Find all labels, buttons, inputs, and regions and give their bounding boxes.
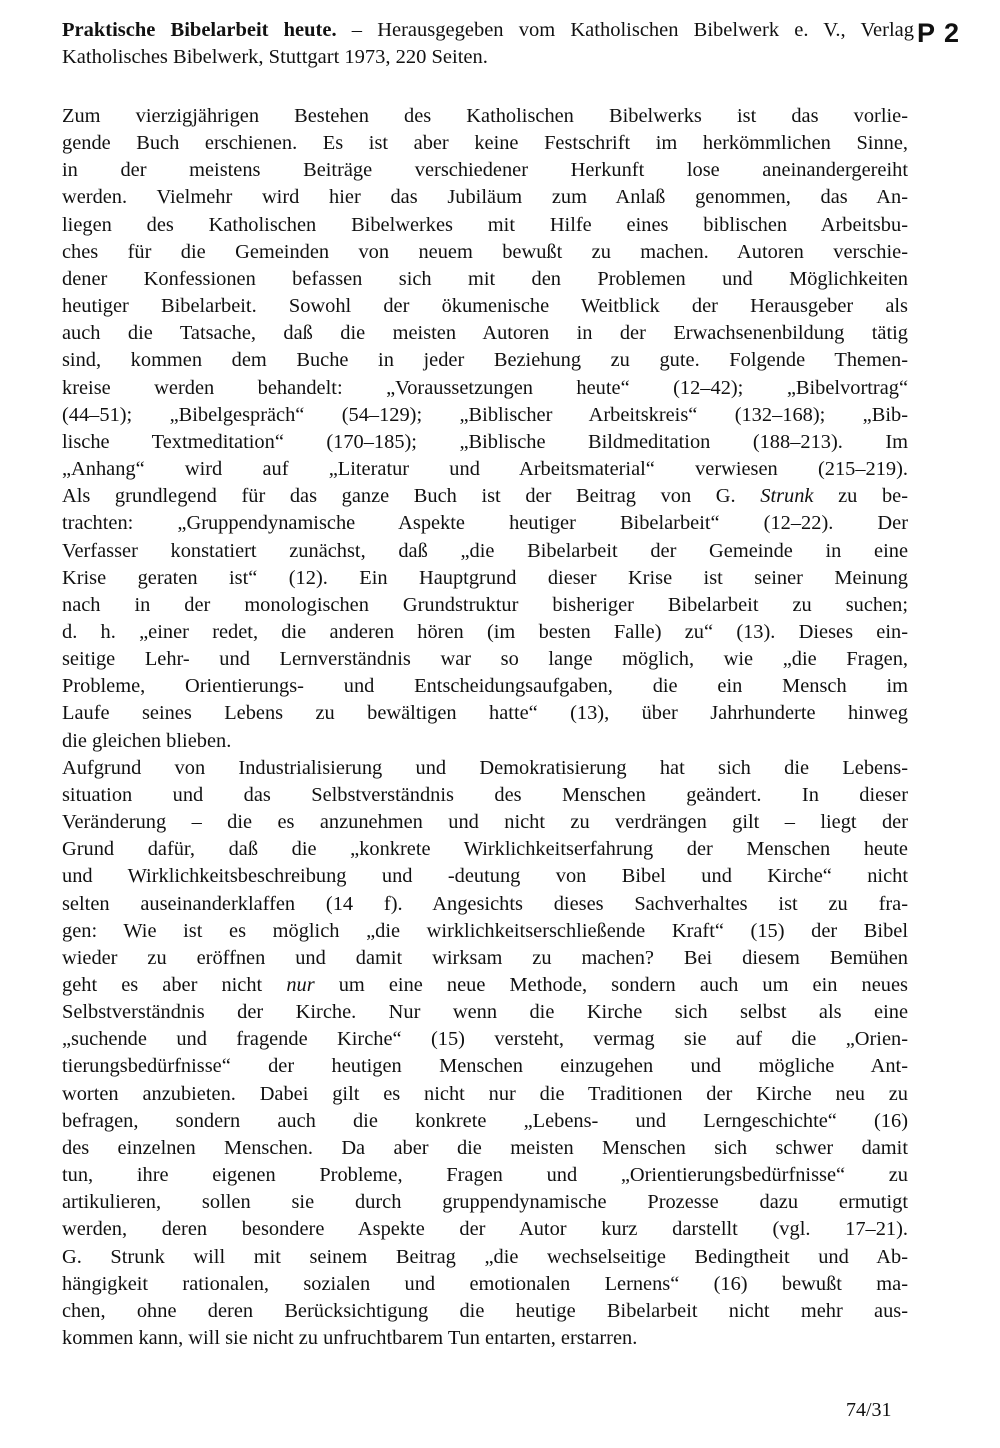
section-code: P 2 [917,18,961,48]
text-line: seitige Lehr- und Lernverständnis war so lange möglich, wie „die Fragen, [62,648,908,671]
bibliographic-header [62,17,914,71]
text-line: Verfasser konstatiert zunächst, daß „die Bibelarbeit der Gemeinde in eine [62,539,908,562]
text-line: kommen kann, will sie nicht zu unfruchtbarem Tun entarten, erstarren. [62,1327,638,1350]
text-line: geht es aber nicht nur um eine neue Methode, sondern auch um ein neues [62,974,908,996]
text-line: „Anhang“ wird auf „Literatur und Arbeitsmaterial“ verwiesen (215–219). [62,458,908,481]
text-line: chen, ohne deren Berücksichtigung die heutige Bibelarbeit nicht mehr aus- [62,1299,908,1322]
paragraph-1 [62,103,908,755]
review-body [62,103,908,1352]
text-line: werden. Vielmehr wird hier das Jubiläum zum Anlaß genommen, das An- [62,186,908,209]
text-line: liegen des Katholischen Bibelwerkes mit Hilfe eines biblischen Arbeitsbu- [62,213,908,236]
text-line: tun, ihre eigenen Probleme, Fragen und „Orientierungsbedürfnisse“ zu [62,1164,908,1187]
text-line: gen: Wie ist es möglich „die wirklichkeitserschließende Kraft“ (15) der Bibel [62,919,908,942]
text-line: Zum vierzigjährigen Bestehen des Katholischen Bibelwerks ist das vorlie- [62,105,908,127]
text-line: artikulieren, sollen sie durch gruppendynamische Prozesse dazu ermutigt [62,1191,908,1214]
text-line: in der meistens Beiträge verschiedener Herkunft lose aneinandergereiht [62,159,908,182]
text-line: die gleichen blieben. [62,729,232,752]
text-line: Grund dafür, daß die „konkrete Wirklichkeitserfahrung der Menschen heute [62,838,908,861]
text-line: worten anzubieten. Dabei gilt es nicht nur die Traditionen der Kirche neu zu [62,1082,908,1105]
text-line: nach in der monologischen Grundstruktur bisheriger Bibelarbeit zu suchen; [62,593,908,616]
text-line: ches für die Gemeinden von neuem bewußt zu machen. Autoren verschie- [62,240,908,263]
text-line: situation und das Selbstverständnis des Menschen geändert. In dieser [62,783,908,806]
text-line: selten auseinanderklaffen (14 f). Angesichts dieses Sachverhaltes ist zu fra- [62,892,908,915]
text-line: kreise werden behandelt: „Voraussetzungen heute“ (12–42); „Bibelvortrag“ [62,376,908,399]
text-line: sind, kommen dem Buche in jeder Beziehung zu gute. Folgende Themen- [62,349,908,372]
text-line: des einzelnen Menschen. Da aber die meisten Menschen sich schwer damit [62,1136,908,1159]
text-line: Probleme, Orientierungs- und Entscheidungsaufgaben, die ein Mensch im [62,675,908,698]
text-line: auch die Tatsache, daß die meisten Autoren in der Erwachsenenbildung tätig [62,322,908,345]
page-number: 74/31 [846,1399,892,1421]
paragraph-2 [62,755,908,1352]
text-line: Veränderung – die es anzunehmen und nicht zu verdrängen gilt – liegt der [62,811,908,834]
text-line: dener Konfessionen befassen sich mit den Problemen und Möglichkeiten [62,267,908,290]
text-line: Krise geraten ist“ (12). Ein Hauptgrund dieser Krise ist seiner Meinung [62,566,908,589]
text-line: d. h. „einer redet, die anderen hören (im besten Falle) zu“ (13). Dieses ein- [62,620,908,643]
text-line: wieder zu eröffnen und damit wirksam zu machen? Bei diesem Bemühen [62,946,908,969]
text-line: „suchende und fragende Kirche“ (15) versteht, vermag sie auf die „Orien- [62,1028,908,1051]
text-line: heutiger Bibelarbeit. Sowohl der ökumenische Weitblick der Herausgeber als [62,295,908,318]
text-line: hängigkeit rationalen, sozialen und emotionalen Lernens“ (16) bewußt ma- [62,1272,908,1295]
text-line: tierungsbedürfnisse“ der heutigen Menschen einzugehen und mögliche Ant- [62,1055,908,1078]
text-line: gende Buch erschienen. Es ist aber keine Festschrift im herkömmlichen Sinne, [62,132,908,155]
text-line: Laufe seines Lebens zu bewältigen hatte“ (13), über Jahrhunderte hinweg [62,702,908,725]
text-line: werden, deren besondere Aspekte der Autor kurz darstellt (vgl. 17–21). [62,1218,908,1241]
text-line: Selbstverständnis der Kirche. Nur wenn die Kirche sich selbst als eine [62,1001,908,1024]
text-line: G. Strunk will mit seinem Beitrag „die wechselseitige Bedingtheit und Ab- [62,1245,908,1268]
text-line: befragen, sondern auch die konkrete „Lebens- und Lerngeschichte“ (16) [62,1109,908,1132]
text-line: trachten: „Gruppendynamische Aspekte heutiger Bibelarbeit“ (12–22). Der [62,512,908,535]
text-line: Als grundlegend für das ganze Buch ist der Beitrag von G. Strunk zu be- [62,485,909,508]
text-line: (44–51); „Bibelgespräch“ (54–129); „Biblischer Arbeitskreis“ (132–168); „Bib- [62,403,908,426]
text-line: Aufgrund von Industrialisierung und Demokratisierung hat sich die Lebens- [62,756,908,779]
text-line: lische Textmeditation“ (170–185); „Biblische Bildmeditation (188–213). Im [62,430,908,453]
text-line: und Wirklichkeitsbeschreibung und -deutung von Bibel und Kirche“ nicht [62,865,908,888]
book-title: Praktische Bibelarbeit heute. [62,19,337,41]
publication-details: – Herausgegeben vom Katholischen Bibelwerk e. V., Verlag Katholisches Bibelwerk, Stuttgart 1973, 220 Seiten. [62,19,914,68]
